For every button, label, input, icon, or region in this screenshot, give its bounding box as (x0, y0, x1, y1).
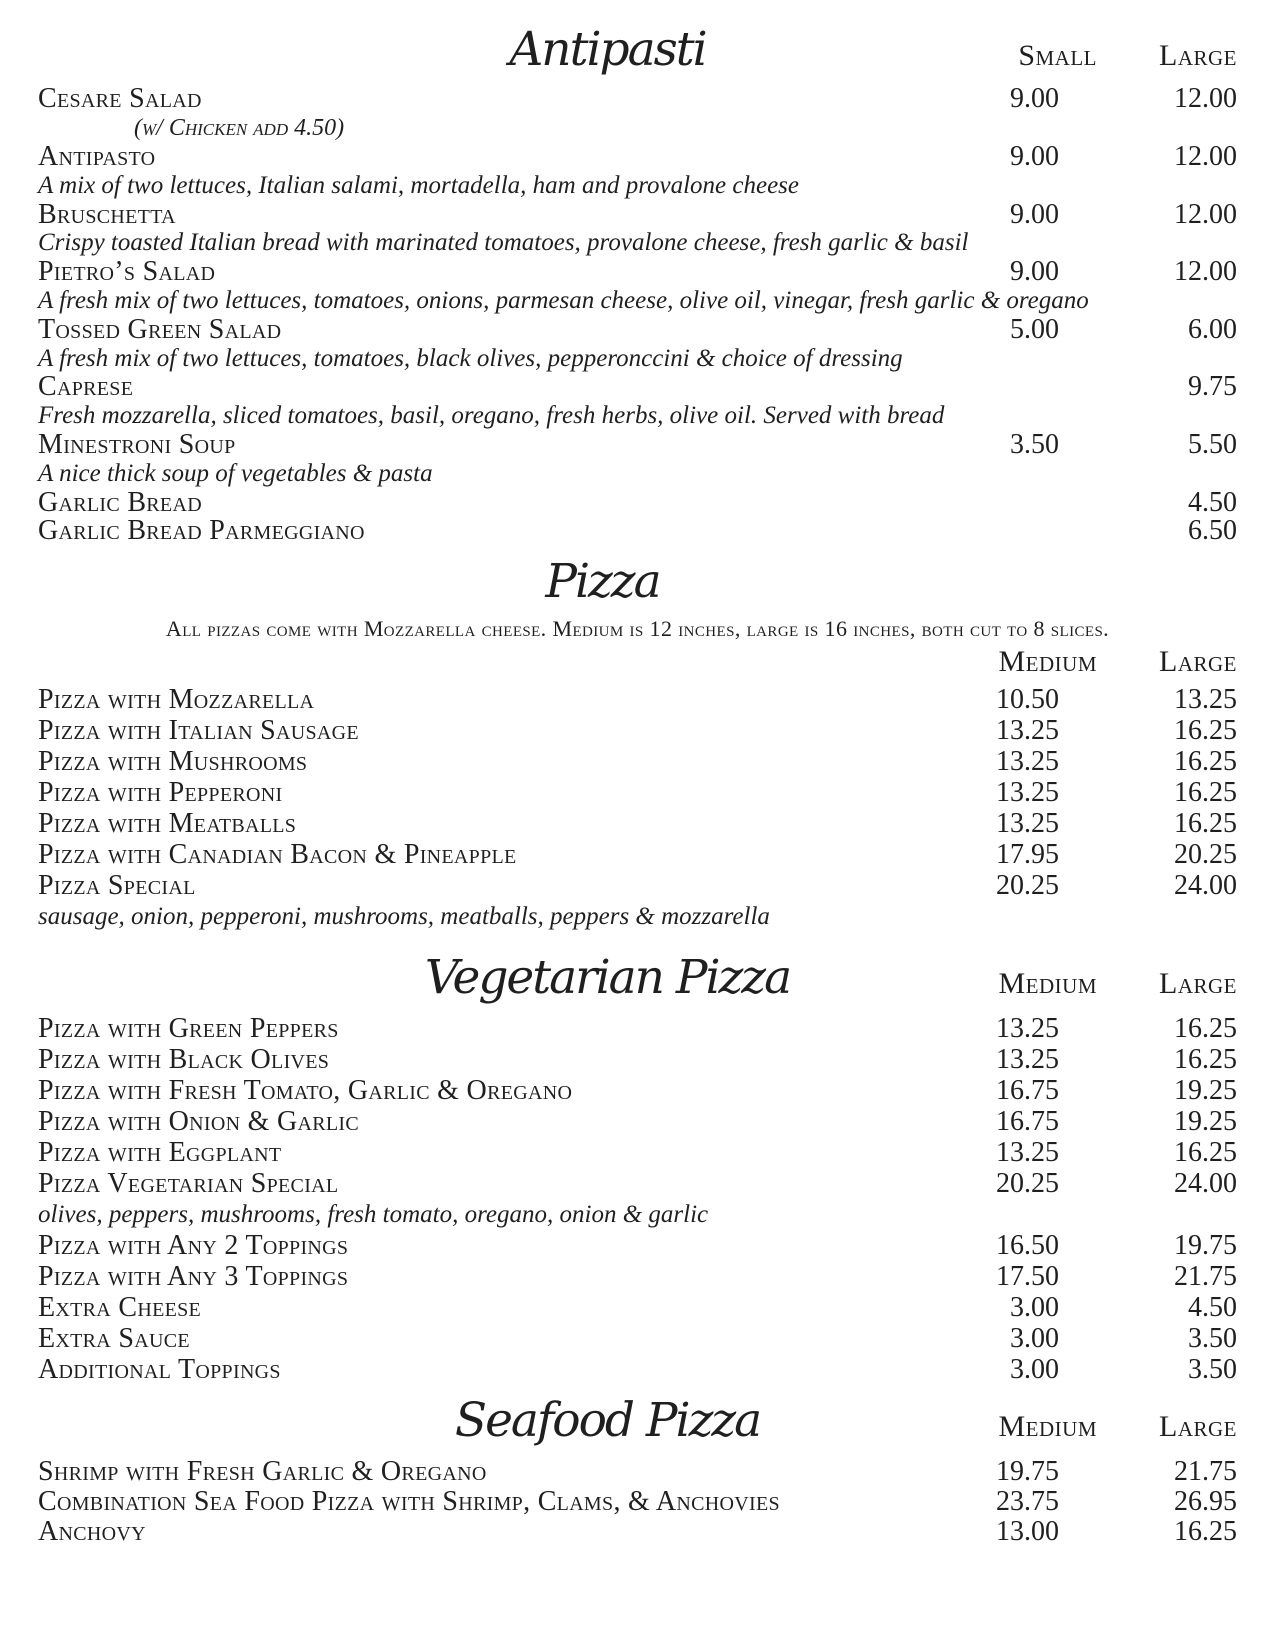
item-price-large: 12.00 (1174, 256, 1237, 288)
item-price-medium: 13.25 (996, 1013, 1059, 1045)
menu-item-row (38, 1168, 1237, 1199)
column-header-large: Large (1159, 39, 1237, 72)
item-description: A fresh mix of two lettuces, tomatoes, onions, parmesan cheese, olive oil, vinegar, fresh garlic & oregano (38, 287, 1089, 315)
item-name: Pizza with Pepperoni (38, 776, 283, 808)
item-description: A nice thick soup of vegetables & pasta (38, 459, 433, 487)
item-price-large: 20.25 (1174, 838, 1237, 870)
item-price-medium: 17.50 (996, 1261, 1059, 1293)
item-price-small: 9.00 (1010, 198, 1059, 230)
item-price-medium: 20.25 (996, 869, 1059, 901)
section-title: Vegetarian Pizza (424, 949, 791, 1005)
item-name: Cesare Salad (38, 83, 202, 115)
item-price-large: 24.00 (1174, 869, 1237, 901)
menu-item-row (38, 1075, 1237, 1106)
menu-item-row (38, 85, 1237, 114)
item-price-small: 5.00 (1010, 313, 1059, 345)
pizza-rows (38, 684, 1237, 932)
item-name: Pizza with Italian Sausage (38, 714, 359, 746)
item-price-medium: 19.75 (996, 1455, 1059, 1487)
menu-item-row (38, 1323, 1237, 1354)
item-name: Pizza with Mozzarella (38, 683, 315, 715)
column-header-large: Large (1159, 644, 1237, 678)
column-header-large: Large (1159, 966, 1237, 1000)
item-price-large: 21.75 (1174, 1455, 1237, 1487)
vegetarian-title-cell (38, 946, 987, 1009)
menu-item-row (38, 486, 1237, 518)
item-name: Garlic Bread (38, 486, 202, 518)
menu-item-row (38, 808, 1237, 839)
menu-item-row (38, 777, 1237, 808)
vegetarian-rows (38, 1013, 1237, 1385)
item-name: Extra Cheese (38, 1292, 202, 1324)
menu-item-row (38, 1261, 1237, 1292)
item-name: Pizza with Black Olives (38, 1044, 330, 1076)
item-price-medium: 13.25 (996, 1044, 1059, 1076)
menu-item-row (38, 258, 1237, 287)
item-price-large: 13.25 (1174, 683, 1237, 715)
pizza-title-line (38, 550, 1237, 613)
column-header-medium: Medium (998, 644, 1097, 678)
item-price-large: 12.00 (1174, 83, 1237, 115)
item-name: Anchovy (38, 1515, 146, 1547)
section-title: Antipasti (509, 22, 706, 77)
section-antipasti (38, 18, 1237, 546)
menu-item-row (38, 373, 1237, 402)
seafood-title-cell (38, 1389, 987, 1452)
item-name: Shrimp with Fresh Garlic & Oregano (38, 1455, 487, 1487)
item-price-large: 9.75 (1188, 371, 1237, 403)
item-name: Garlic Bread Parmeggiano (38, 515, 365, 547)
menu-item-row (38, 839, 1237, 870)
menu-item-row (38, 715, 1237, 746)
menu-item-row (38, 1137, 1237, 1168)
item-price-medium: 16.50 (996, 1230, 1059, 1262)
item-price-large: 3.50 (1188, 1354, 1237, 1386)
menu-item-row (38, 1013, 1237, 1044)
item-price-large: 16.25 (1174, 1013, 1237, 1045)
item-price-medium: 13.25 (996, 776, 1059, 808)
item-name: Caprese (38, 371, 134, 403)
item-price-large: 16.25 (1174, 1515, 1237, 1547)
item-description: A mix of two lettuces, Italian salami, mortadella, ham and provalone cheese (38, 171, 799, 199)
column-header-medium: Medium (998, 966, 1097, 1000)
menu-item-row (38, 431, 1237, 460)
menu-item-row (38, 1044, 1237, 1075)
item-price-large: 21.75 (1174, 1261, 1237, 1293)
item-price-large: 19.25 (1174, 1075, 1237, 1107)
item-price-large: 12.00 (1174, 141, 1237, 173)
item-price-medium: 13.25 (996, 1137, 1059, 1169)
menu-item-row (38, 1230, 1237, 1261)
vegetarian-pizza-header (38, 946, 1237, 1009)
item-price-large: 16.25 (1174, 776, 1237, 808)
item-price-small: 9.00 (1010, 83, 1059, 115)
antipasti-header (38, 18, 1237, 81)
item-price-large: 26.95 (1174, 1485, 1237, 1517)
section-seafood-pizza (38, 1389, 1237, 1546)
item-name: Extra Sauce (38, 1323, 190, 1355)
item-name: Pizza with Canadian Bacon & Pineapple (38, 838, 517, 870)
item-price-medium: 13.00 (996, 1515, 1059, 1547)
antipasti-rows (38, 85, 1237, 546)
menu-item-row (38, 1106, 1237, 1137)
menu-item-row (38, 143, 1237, 172)
item-price-large: 6.50 (1188, 515, 1237, 547)
menu-item-row (38, 517, 1237, 546)
pizza-subtitle: All pizzas come with Mozzarella cheese. Medium is 12 inches, large is 16 inches, both cut to 8 slices. (165, 615, 1110, 641)
item-price-large: 16.25 (1174, 745, 1237, 777)
item-name: Pizza with Meatballs (38, 807, 297, 839)
item-price-large: 6.00 (1188, 313, 1237, 345)
section-vegetarian-pizza (38, 946, 1237, 1385)
item-price-medium: 13.25 (996, 807, 1059, 839)
item-description: Fresh mozzarella, sliced tomatoes, basil, oregano, fresh herbs, olive oil. Served with bread (38, 402, 945, 430)
item-price-large: 16.25 (1174, 807, 1237, 839)
menu-item-row (38, 198, 1237, 230)
menu-item-row (38, 313, 1237, 345)
item-name: Pizza with Onion & Garlic (38, 1106, 360, 1138)
item-price-medium: 23.75 (996, 1485, 1059, 1517)
pizza-column-headers (38, 644, 1237, 680)
item-price-large: 19.25 (1174, 1106, 1237, 1138)
menu-item-row (38, 1457, 1237, 1487)
item-name: Bruschetta (38, 198, 176, 230)
item-price-large: 16.25 (1174, 1044, 1237, 1076)
column-header-medium: Medium (998, 1410, 1097, 1444)
item-description: A fresh mix of two lettuces, tomatoes, black olives, pepperonccini & choice of dressing (38, 344, 903, 372)
antipasti-title-cell (38, 18, 987, 81)
item-name: Combination Sea Food Pizza with Shrimp, Clams, & Anchovies (38, 1485, 780, 1517)
item-name: Minestroni Soup (38, 429, 236, 460)
item-price-large: 5.50 (1188, 429, 1237, 460)
item-price-large: 19.75 (1174, 1230, 1237, 1262)
item-price-large: 3.50 (1188, 1323, 1237, 1355)
menu-item-row (38, 870, 1237, 901)
item-name: Pizza Special (38, 869, 196, 901)
item-name: Pizza with Any 3 Toppings (38, 1261, 349, 1293)
item-description: Crispy toasted Italian bread with marinated tomatoes, provalone cheese, fresh garlic & basil (38, 229, 969, 257)
item-price-medium: 16.75 (996, 1075, 1059, 1107)
item-price-large: 4.50 (1188, 486, 1237, 518)
item-price-large: 16.25 (1174, 1137, 1237, 1169)
menu-item-row (38, 746, 1237, 777)
column-header-small: Small (1018, 39, 1097, 72)
item-price-medium: 13.25 (996, 745, 1059, 777)
item-name: Antipasto (38, 141, 156, 173)
menu-item-row (38, 1517, 1237, 1547)
item-price-large: 4.50 (1188, 1292, 1237, 1324)
item-price-medium: 13.25 (996, 714, 1059, 746)
item-name: Additional Toppings (38, 1354, 281, 1386)
seafood-pizza-header (38, 1389, 1237, 1452)
item-price-medium: 16.75 (996, 1106, 1059, 1138)
item-price-large: 16.25 (1174, 714, 1237, 746)
item-name: Pietro’s Salad (38, 256, 216, 288)
section-pizza (38, 550, 1237, 931)
item-price-large: 12.00 (1174, 198, 1237, 230)
item-name: Pizza Vegetarian Special (38, 1168, 339, 1200)
menu-item-row (38, 684, 1237, 715)
item-name: Tossed Green Salad (38, 313, 282, 345)
column-header-large: Large (1159, 1410, 1237, 1444)
item-name: Pizza with Mushrooms (38, 745, 308, 777)
item-price-medium: 3.00 (1010, 1354, 1059, 1386)
item-note: (w/ Chicken add 4.50) (134, 115, 345, 142)
seafood-rows (38, 1457, 1237, 1547)
item-name: Pizza with Any 2 Toppings (38, 1230, 349, 1262)
section-title: Seafood Pizza (454, 1393, 761, 1449)
item-price-small: 9.00 (1010, 256, 1059, 288)
item-price-medium: 3.00 (1010, 1323, 1059, 1355)
item-price-large: 24.00 (1174, 1168, 1237, 1200)
menu-item-row (38, 1292, 1237, 1323)
menu-item-row (38, 1354, 1237, 1385)
item-price-small: 9.00 (1010, 141, 1059, 173)
item-price-medium: 17.95 (996, 838, 1059, 870)
item-price-medium: 10.50 (996, 683, 1059, 715)
item-description: olives, peppers, mushrooms, fresh tomato, oregano, onion & garlic (38, 1201, 709, 1229)
item-name: Pizza with Eggplant (38, 1137, 282, 1169)
item-price-small: 3.50 (1010, 429, 1059, 460)
item-price-medium: 20.25 (996, 1168, 1059, 1200)
section-title: Pizza (545, 554, 660, 610)
item-price-medium: 3.00 (1010, 1292, 1059, 1324)
menu-item-row (38, 1487, 1237, 1517)
item-name: Pizza with Fresh Tomato, Garlic & Oregano (38, 1075, 573, 1107)
item-description: sausage, onion, pepperoni, mushrooms, meatballs, peppers & mozzarella (38, 902, 770, 930)
item-name: Pizza with Green Peppers (38, 1013, 339, 1045)
